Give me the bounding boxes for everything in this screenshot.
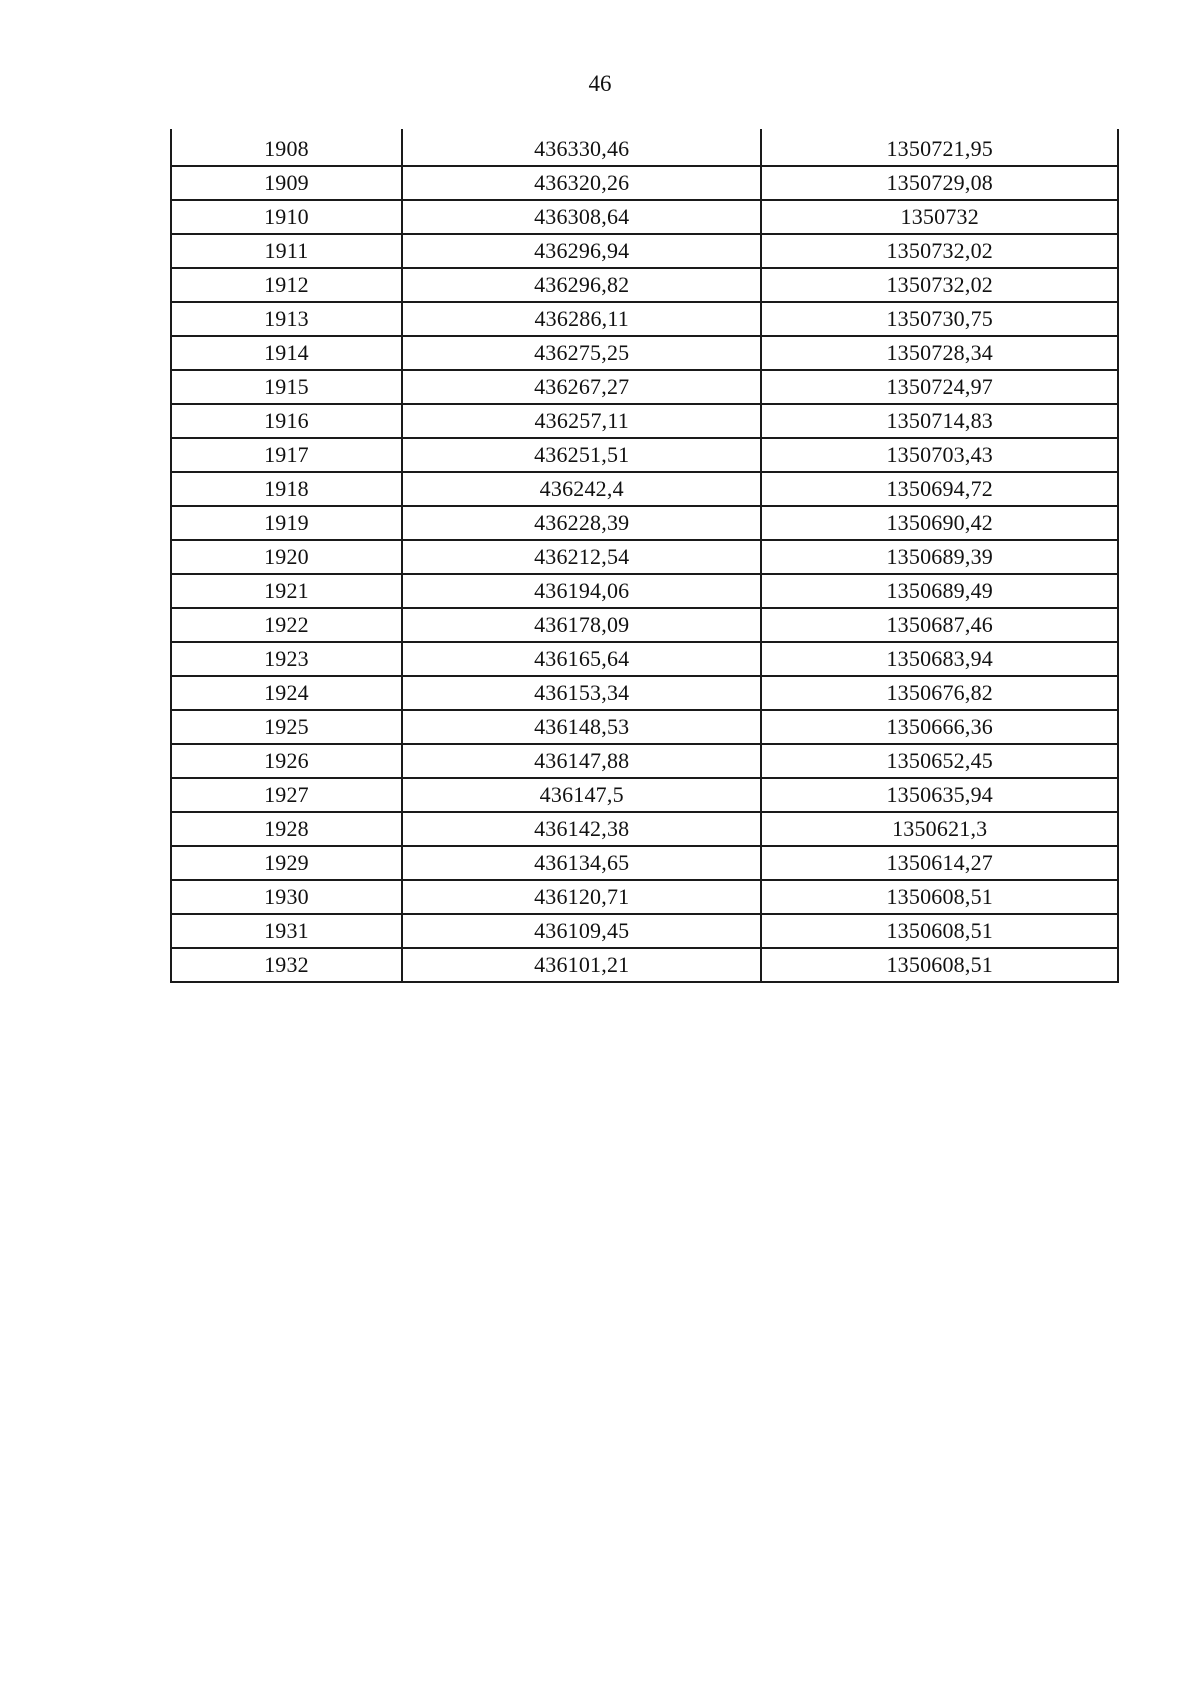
y-coordinate-cell: 1350694,72 xyxy=(761,472,1118,506)
table-row xyxy=(171,268,1118,302)
table-row xyxy=(171,914,1118,948)
y-coordinate-cell: 1350689,49 xyxy=(761,574,1118,608)
y-coordinate-cell: 1350732,02 xyxy=(761,268,1118,302)
point-number-cell: 1927 xyxy=(171,778,402,812)
table-row xyxy=(171,129,1118,166)
y-coordinate-cell: 1350729,08 xyxy=(761,166,1118,200)
table-row xyxy=(171,200,1118,234)
page-number: 46 xyxy=(588,71,612,96)
x-coordinate-cell: 436165,64 xyxy=(402,642,762,676)
y-coordinate-cell: 1350728,34 xyxy=(761,336,1118,370)
y-coordinate-cell: 1350608,51 xyxy=(761,914,1118,948)
x-coordinate-cell: 436134,65 xyxy=(402,846,762,880)
point-number-cell: 1926 xyxy=(171,744,402,778)
point-number-cell: 1924 xyxy=(171,676,402,710)
y-coordinate-cell: 1350732,02 xyxy=(761,234,1118,268)
table-row xyxy=(171,948,1118,982)
y-coordinate-cell: 1350690,42 xyxy=(761,506,1118,540)
table-row xyxy=(171,846,1118,880)
x-coordinate-cell: 436296,94 xyxy=(402,234,762,268)
x-coordinate-cell: 436228,39 xyxy=(402,506,762,540)
y-coordinate-cell: 1350652,45 xyxy=(761,744,1118,778)
x-coordinate-cell: 436251,51 xyxy=(402,438,762,472)
y-coordinate-cell: 1350689,39 xyxy=(761,540,1118,574)
table-row xyxy=(171,370,1118,404)
point-number-cell: 1930 xyxy=(171,880,402,914)
point-number-cell: 1908 xyxy=(171,129,402,166)
point-number-cell: 1923 xyxy=(171,642,402,676)
table-row xyxy=(171,166,1118,200)
point-number-cell: 1920 xyxy=(171,540,402,574)
table-row xyxy=(171,812,1118,846)
x-coordinate-cell: 436330,46 xyxy=(402,129,762,166)
y-coordinate-cell: 1350703,43 xyxy=(761,438,1118,472)
y-coordinate-cell: 1350666,36 xyxy=(761,710,1118,744)
table-row xyxy=(171,710,1118,744)
x-coordinate-cell: 436320,26 xyxy=(402,166,762,200)
table-row xyxy=(171,438,1118,472)
point-number-cell: 1911 xyxy=(171,234,402,268)
point-number-cell: 1932 xyxy=(171,948,402,982)
point-number-cell: 1918 xyxy=(171,472,402,506)
y-coordinate-cell: 1350614,27 xyxy=(761,846,1118,880)
y-coordinate-cell: 1350608,51 xyxy=(761,948,1118,982)
x-coordinate-cell: 436147,88 xyxy=(402,744,762,778)
x-coordinate-cell: 436101,21 xyxy=(402,948,762,982)
table-body xyxy=(171,129,1118,982)
point-number-cell: 1913 xyxy=(171,302,402,336)
table-row xyxy=(171,472,1118,506)
point-number-cell: 1921 xyxy=(171,574,402,608)
x-coordinate-cell: 436178,09 xyxy=(402,608,762,642)
table-row xyxy=(171,574,1118,608)
x-coordinate-cell: 436286,11 xyxy=(402,302,762,336)
y-coordinate-cell: 1350683,94 xyxy=(761,642,1118,676)
point-number-cell: 1912 xyxy=(171,268,402,302)
point-number-cell: 1931 xyxy=(171,914,402,948)
table-row xyxy=(171,302,1118,336)
y-coordinate-cell: 1350732 xyxy=(761,200,1118,234)
point-number-cell: 1909 xyxy=(171,166,402,200)
x-coordinate-cell: 436142,38 xyxy=(402,812,762,846)
table-row xyxy=(171,404,1118,438)
table-row xyxy=(171,778,1118,812)
point-number-cell: 1929 xyxy=(171,846,402,880)
x-coordinate-cell: 436212,54 xyxy=(402,540,762,574)
point-number-cell: 1910 xyxy=(171,200,402,234)
x-coordinate-cell: 436275,25 xyxy=(402,336,762,370)
table-row xyxy=(171,540,1118,574)
y-coordinate-cell: 1350721,95 xyxy=(761,129,1118,166)
point-number-cell: 1917 xyxy=(171,438,402,472)
point-number-cell: 1919 xyxy=(171,506,402,540)
table-row xyxy=(171,676,1118,710)
y-coordinate-cell: 1350635,94 xyxy=(761,778,1118,812)
y-coordinate-cell: 1350621,3 xyxy=(761,812,1118,846)
y-coordinate-cell: 1350687,46 xyxy=(761,608,1118,642)
x-coordinate-cell: 436120,71 xyxy=(402,880,762,914)
x-coordinate-cell: 436153,34 xyxy=(402,676,762,710)
x-coordinate-cell: 436267,27 xyxy=(402,370,762,404)
point-number-cell: 1928 xyxy=(171,812,402,846)
table-row xyxy=(171,642,1118,676)
x-coordinate-cell: 436308,64 xyxy=(402,200,762,234)
table-row xyxy=(171,744,1118,778)
y-coordinate-cell: 1350730,75 xyxy=(761,302,1118,336)
coordinates-table xyxy=(170,129,1119,983)
y-coordinate-cell: 1350608,51 xyxy=(761,880,1118,914)
table-row xyxy=(171,880,1118,914)
table-row xyxy=(171,336,1118,370)
x-coordinate-cell: 436194,06 xyxy=(402,574,762,608)
x-coordinate-cell: 436147,5 xyxy=(402,778,762,812)
y-coordinate-cell: 1350676,82 xyxy=(761,676,1118,710)
x-coordinate-cell: 436296,82 xyxy=(402,268,762,302)
x-coordinate-cell: 436148,53 xyxy=(402,710,762,744)
point-number-cell: 1916 xyxy=(171,404,402,438)
x-coordinate-cell: 436257,11 xyxy=(402,404,762,438)
table-row xyxy=(171,234,1118,268)
x-coordinate-cell: 436109,45 xyxy=(402,914,762,948)
table-row xyxy=(171,506,1118,540)
point-number-cell: 1922 xyxy=(171,608,402,642)
point-number-cell: 1915 xyxy=(171,370,402,404)
table-row xyxy=(171,608,1118,642)
point-number-cell: 1925 xyxy=(171,710,402,744)
x-coordinate-cell: 436242,4 xyxy=(402,472,762,506)
y-coordinate-cell: 1350714,83 xyxy=(761,404,1118,438)
point-number-cell: 1914 xyxy=(171,336,402,370)
y-coordinate-cell: 1350724,97 xyxy=(761,370,1118,404)
